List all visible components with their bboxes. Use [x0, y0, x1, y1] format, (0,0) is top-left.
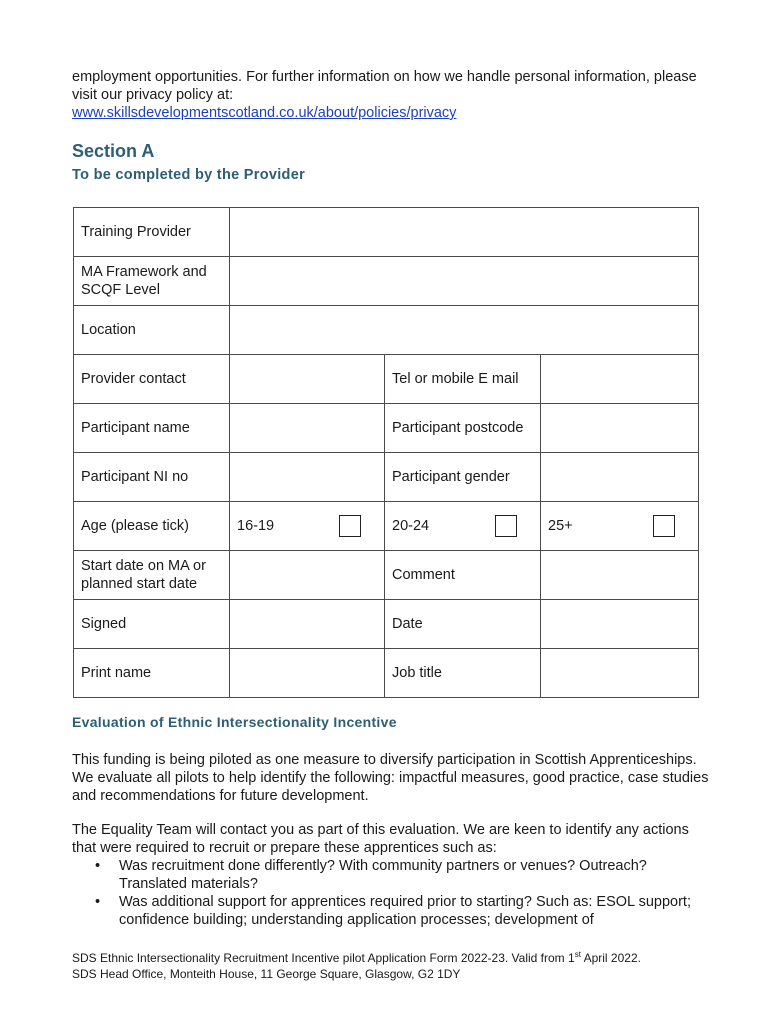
section-subtitle: To be completed by the Provider [72, 167, 306, 183]
comment-label: Comment [385, 551, 541, 600]
list-item: • Was recruitment done differently? With community partners or venues? Outreach? Translated materials? [95, 857, 712, 893]
section-title: Section A [72, 141, 155, 161]
start-date-field[interactable] [230, 551, 385, 600]
footer-line-2: SDS Head Office, Monteith House, 11 George Square, Glasgow, G2 1DY [72, 967, 461, 981]
training-provider-label: Training Provider [74, 208, 230, 257]
age-25-plus-checkbox[interactable] [653, 515, 675, 537]
evaluation-bullet-list [95, 857, 712, 929]
intro-paragraph [72, 68, 712, 122]
age-20-24-checkbox[interactable] [495, 515, 517, 537]
participant-name-field[interactable] [230, 404, 385, 453]
participant-gender-field[interactable] [541, 453, 699, 502]
date-label: Date [385, 600, 541, 649]
table-row [74, 404, 699, 453]
participant-ni-field[interactable] [230, 453, 385, 502]
job-title-field[interactable] [541, 649, 699, 698]
provider-contact-field[interactable] [230, 355, 385, 404]
participant-name-label: Participant name [74, 404, 230, 453]
signed-label: Signed [74, 600, 230, 649]
footer-line-1 [72, 950, 722, 966]
age-label: Age (please tick) [74, 502, 230, 551]
age-option-16-19 [230, 502, 385, 551]
evaluation-paragraph-1: This funding is being piloted as one measure to diversify participation in Scottish Apprenticeships. We evaluate all pilots to help identify the following: impactful measures, good practice, case studies and recommendations for future development. [72, 752, 709, 804]
age-option-label: 20-24 [392, 518, 430, 534]
ma-framework-field[interactable] [230, 257, 699, 306]
table-row [74, 649, 699, 698]
print-name-label: Print name [74, 649, 230, 698]
list-item: • Was additional support for apprentices required prior to starting? Such as: ESOL support; confidence building; understanding application processes; development of [95, 893, 712, 929]
signed-field[interactable] [230, 600, 385, 649]
date-field[interactable] [541, 600, 699, 649]
table-row [74, 355, 699, 404]
participant-postcode-field[interactable] [541, 404, 699, 453]
footer-line-1-end: April 2022. [580, 951, 641, 965]
privacy-policy-link[interactable]: www.skillsdevelopmentscotland.co.uk/about/policies/privacy [72, 105, 457, 121]
age-option-label: 25+ [548, 518, 573, 534]
participant-ni-label: Participant NI no [74, 453, 230, 502]
job-title-label: Job title [385, 649, 541, 698]
evaluation-paragraph-2 [72, 821, 712, 929]
age-option-label: 16-19 [237, 518, 275, 534]
tel-email-field[interactable] [541, 355, 699, 404]
footer-superscript: st [574, 950, 581, 959]
provider-contact-label: Provider contact [74, 355, 230, 404]
comment-field[interactable] [541, 551, 699, 600]
table-row [74, 502, 699, 551]
table-row [74, 208, 699, 257]
age-16-19-checkbox[interactable] [339, 515, 361, 537]
print-name-field[interactable] [230, 649, 385, 698]
tel-email-label: Tel or mobile E mail [385, 355, 541, 404]
provider-form-table [73, 207, 699, 698]
table-row [74, 551, 699, 600]
intro-text: employment opportunities. For further information on how we handle personal information, please visit our privacy policy at: [72, 69, 697, 103]
footer-line-1-text: SDS Ethnic Intersectionality Recruitment Incentive pilot Application Form 2022-23. Valid from 1 [72, 951, 575, 965]
page-footer [72, 950, 722, 982]
location-label: Location [74, 306, 230, 355]
table-row [74, 257, 699, 306]
participant-postcode-label: Participant postcode [385, 404, 541, 453]
table-row [74, 453, 699, 502]
participant-gender-label: Participant gender [385, 453, 541, 502]
location-field[interactable] [230, 306, 699, 355]
age-option-20-24 [385, 502, 541, 551]
table-row [74, 600, 699, 649]
start-date-label: Start date on MA or planned start date [74, 551, 230, 600]
ma-framework-label: MA Framework and SCQF Level [74, 257, 230, 306]
evaluation-paragraph-2-text: The Equality Team will contact you as part of this evaluation. We are keen to identify any actions that were required to recruit or prepare these apprentices such as: [72, 822, 689, 856]
evaluation-heading: Evaluation of Ethnic Intersectionality Incentive [72, 714, 397, 730]
age-option-25-plus [541, 502, 699, 551]
training-provider-field[interactable] [230, 208, 699, 257]
table-row [74, 306, 699, 355]
